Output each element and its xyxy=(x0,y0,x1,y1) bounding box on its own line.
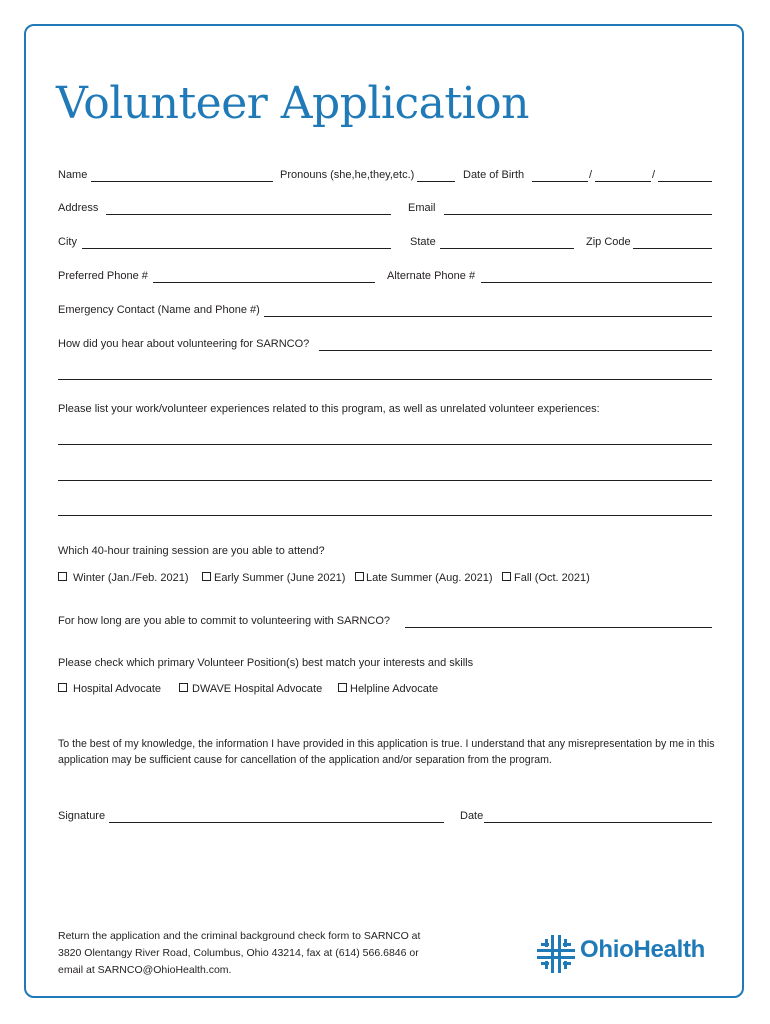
zip-label: Zip Code xyxy=(586,236,631,248)
position-option-label: Helpline Advocate xyxy=(350,683,439,695)
ohiohealth-logo xyxy=(536,934,716,974)
date-label: Date xyxy=(460,810,484,822)
state-field[interactable] xyxy=(440,248,574,249)
training-option-label: Early Summer (June 2021) xyxy=(214,572,346,584)
alternate-phone-field[interactable] xyxy=(481,282,712,283)
row-address xyxy=(58,200,712,216)
state-label: State xyxy=(410,236,436,248)
footer-line: email at SARNCO@OhioHealth.com. xyxy=(58,964,232,976)
commit-question-label: For how long are you able to commit to volunteering with SARNCO? xyxy=(58,615,390,627)
position-options xyxy=(58,681,712,697)
position-option-label: DWAVE Hospital Advocate xyxy=(192,683,323,695)
footer-line: Return the application and the criminal background check form to SARNCO at xyxy=(58,930,421,942)
experiences-line[interactable] xyxy=(58,515,712,516)
footer-line: 3820 Olentangy River Road, Columbus, Ohio 43214, fax at (614) 566.6846 or xyxy=(58,947,419,959)
helpline-advocate-checkbox[interactable] xyxy=(338,683,347,692)
ohiohealth-cross-icon xyxy=(536,934,576,974)
training-winter-checkbox[interactable] xyxy=(58,572,67,581)
position-question-label: Please check which primary Volunteer Position(s) best match your interests and skills xyxy=(58,657,474,669)
address-label: Address xyxy=(58,202,99,214)
dob-day-field[interactable] xyxy=(595,181,651,182)
row-commit xyxy=(58,613,712,629)
emergency-contact-field[interactable] xyxy=(264,316,712,317)
experiences-line[interactable] xyxy=(58,444,712,445)
row-phone xyxy=(58,268,712,284)
training-options xyxy=(58,570,712,586)
experiences-line[interactable] xyxy=(58,480,712,481)
logo-wordmark: OhioHealth xyxy=(580,936,706,963)
training-option-label: Late Summer (Aug. 2021) xyxy=(366,572,493,584)
hear-about-field-continued[interactable] xyxy=(58,379,712,380)
email-label: Email xyxy=(408,202,436,214)
city-field[interactable] xyxy=(82,248,391,249)
row-name xyxy=(58,167,712,183)
dwave-hospital-advocate-checkbox[interactable] xyxy=(179,683,188,692)
training-early-summer-checkbox[interactable] xyxy=(202,572,211,581)
training-question-label: Which 40-hour training session are you able to attend? xyxy=(58,545,325,557)
training-fall-checkbox[interactable] xyxy=(502,572,511,581)
row-signature xyxy=(58,808,712,824)
dob-separator: / xyxy=(589,169,593,181)
dob-year-field[interactable] xyxy=(658,181,712,182)
pronouns-field[interactable] xyxy=(417,181,455,182)
emergency-contact-label: Emergency Contact (Name and Phone #) xyxy=(58,304,260,316)
hear-about-field[interactable] xyxy=(319,350,712,351)
address-field[interactable] xyxy=(106,214,391,215)
attestation-text: To the best of my knowledge, the information I have provided in this application is true. I understand that any misrepresentation by me in this application may be sufficient cause for cancellation of the application and/or separation from the program. xyxy=(58,738,715,766)
commit-field[interactable] xyxy=(405,627,712,628)
name-field[interactable] xyxy=(91,181,273,182)
training-late-summer-checkbox[interactable] xyxy=(355,572,364,581)
alternate-phone-label: Alternate Phone # xyxy=(387,270,476,282)
row-position-question xyxy=(58,655,712,671)
row-experiences xyxy=(58,401,712,417)
dob-month-field[interactable] xyxy=(532,181,588,182)
row-emergency xyxy=(58,302,712,318)
return-instructions xyxy=(58,928,458,979)
training-option-label: Winter (Jan./Feb. 2021) xyxy=(73,572,189,584)
row-hear xyxy=(58,336,712,352)
hospital-advocate-checkbox[interactable] xyxy=(58,683,67,692)
signature-field[interactable] xyxy=(109,822,444,823)
pronouns-label: Pronouns (she,he,they,etc.) xyxy=(280,169,415,181)
row-training-question xyxy=(58,543,712,559)
email-field[interactable] xyxy=(444,214,712,215)
date-field[interactable] xyxy=(484,822,712,823)
preferred-phone-field[interactable] xyxy=(153,282,375,283)
dob-label: Date of Birth xyxy=(463,169,525,181)
zip-field[interactable] xyxy=(633,248,712,249)
preferred-phone-label: Preferred Phone # xyxy=(58,270,148,282)
hear-about-label: How did you hear about volunteering for SARNCO? xyxy=(58,338,310,350)
page-title: Volunteer Application xyxy=(56,78,529,129)
city-label: City xyxy=(58,236,77,248)
position-option-label: Hospital Advocate xyxy=(73,683,162,695)
dob-separator: / xyxy=(652,169,656,181)
signature-label: Signature xyxy=(58,810,106,822)
training-option-label: Fall (Oct. 2021) xyxy=(514,572,590,584)
name-label: Name xyxy=(58,169,88,181)
row-city xyxy=(58,234,712,250)
experiences-label: Please list your work/volunteer experiences related to this program, as well as unrelated volunteer experiences: xyxy=(58,403,600,415)
